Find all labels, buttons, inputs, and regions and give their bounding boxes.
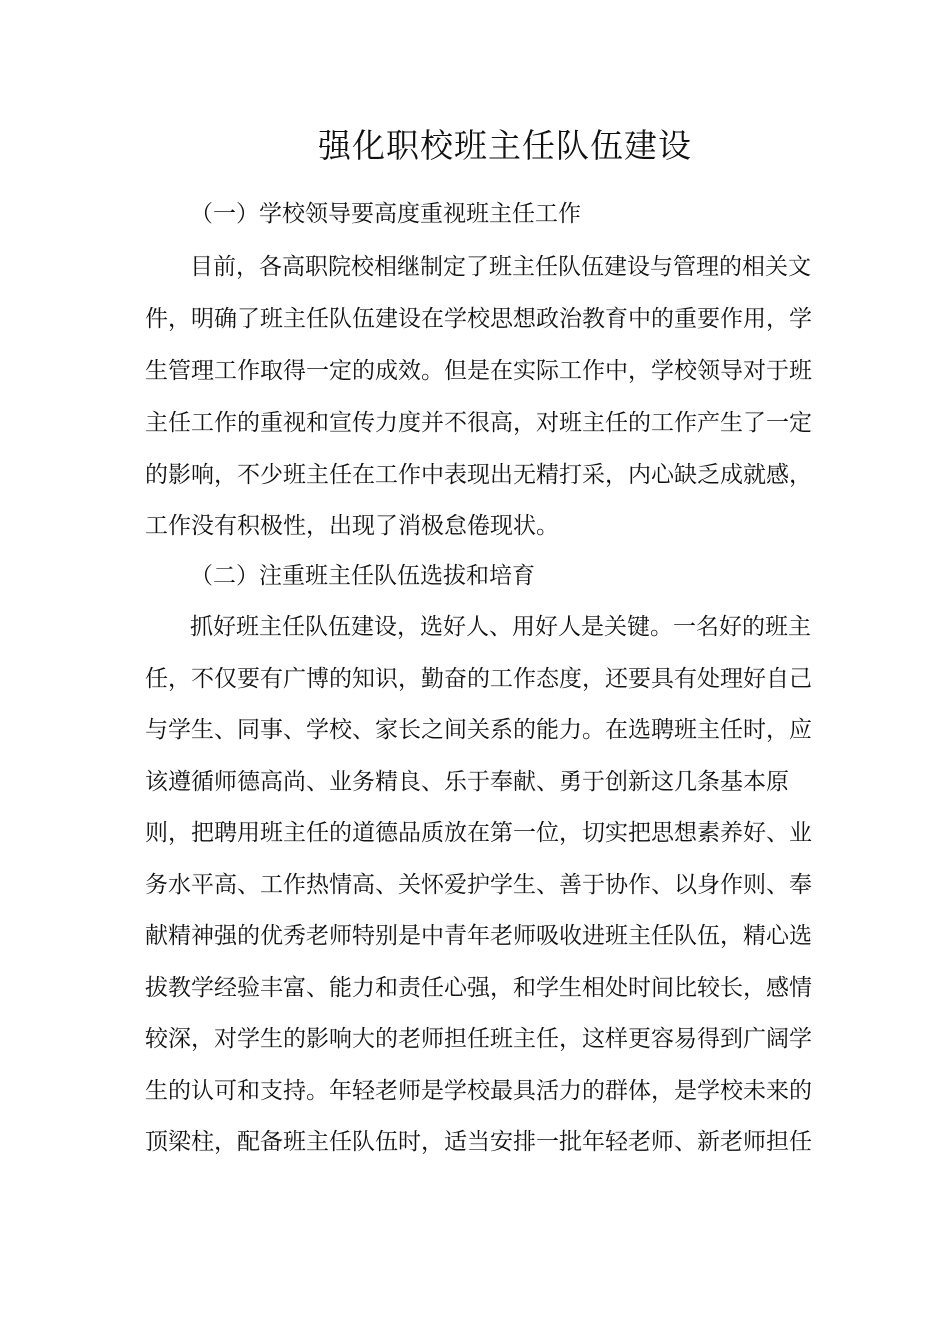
paragraph-line: 拔教学经验丰富、能力和责任心强，和学生相处时间比较长，感情 bbox=[145, 975, 812, 1001]
paragraph-line: 则，把聘用班主任的道德品质放在第一位，切实把思想素养好、业 bbox=[145, 820, 812, 846]
paragraph-line: 顶梁柱，配备班主任队伍时，适当安排一批年轻老师、新老师担任 bbox=[145, 1129, 812, 1155]
paragraph-line: 与学生、同事、学校、家长之间关系的能力。在选聘班主任时，应 bbox=[145, 717, 812, 743]
section-heading-1: （一）学校领导要高度重视班主任工作 bbox=[190, 201, 581, 227]
paragraph-line: 目前，各高职院校相继制定了班主任队伍建设与管理的相关文 bbox=[190, 254, 811, 280]
paragraph-line: 任，不仅要有广博的知识，勤奋的工作态度，还要具有处理好自己 bbox=[145, 666, 812, 692]
paragraph-line: 该遵循师德高尚、业务精良、乐于奉献、勇于创新这几条基本原 bbox=[145, 769, 789, 795]
paragraph-line: 生管理工作取得一定的成效。但是在实际工作中，学校领导对于班 bbox=[145, 358, 812, 384]
paragraph-line: 较深，对学生的影响大的老师担任班主任，这样更容易得到广阔学 bbox=[145, 1026, 812, 1052]
section-heading-2: （二）注重班主任队伍选拔和培育 bbox=[190, 563, 535, 589]
paragraph-line: 生的认可和支持。年轻老师是学校最具活力的群体，是学校未来的 bbox=[145, 1078, 812, 1104]
paragraph-line: 务水平高、工作热情高、关怀爱护学生、善于协作、以身作则、奉 bbox=[145, 872, 812, 898]
paragraph-line: 献精神强的优秀老师特别是中青年老师吸收进班主任队伍，精心选 bbox=[145, 923, 812, 949]
paragraph-line: 抓好班主任队伍建设，选好人、用好人是关键。一名好的班主 bbox=[190, 614, 811, 640]
paragraph-line: 件，明确了班主任队伍建设在学校思想政治教育中的重要作用，学 bbox=[145, 306, 812, 332]
paragraph-line: 的影响，不少班主任在工作中表现出无精打采，内心缺乏成就感， bbox=[145, 462, 812, 488]
paragraph-line: 工作没有积极性，出现了消极怠倦现状。 bbox=[145, 513, 559, 539]
document-title: 强化职校班主任队伍建设 bbox=[318, 126, 692, 165]
paragraph-line: 主任工作的重视和宣传力度并不很高，对班主任的工作产生了一定 bbox=[145, 410, 812, 436]
